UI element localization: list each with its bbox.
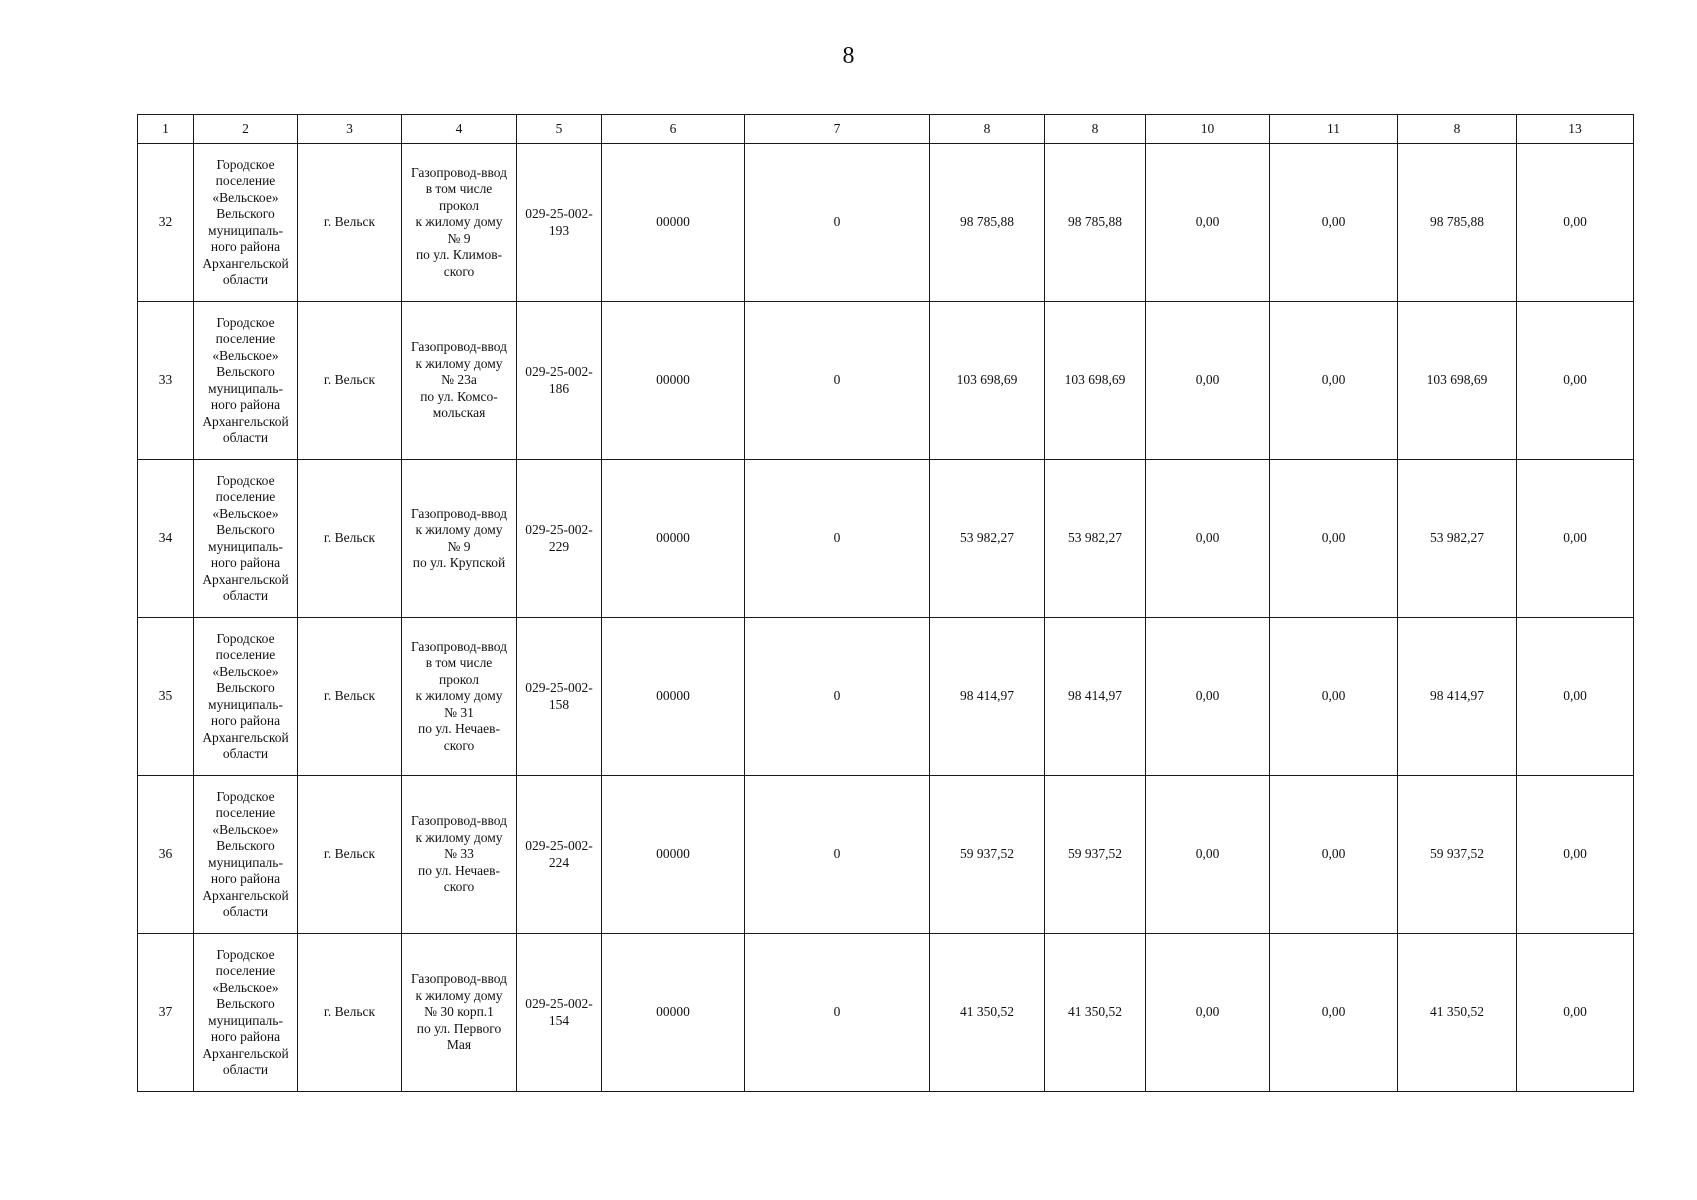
amount-cell: 0,00: [1146, 776, 1270, 934]
value-cell: 00000: [602, 776, 745, 934]
column-header: 5: [517, 115, 602, 144]
settlement-cell: Городское поселение «Вельское» Вельского муниципаль- ного района Архангельской области: [194, 460, 298, 618]
city-cell: г. Вельск: [298, 460, 402, 618]
amount-cell: 59 937,52: [1398, 776, 1517, 934]
code-cell: 029-25-002- 229: [517, 460, 602, 618]
value-cell: 0: [745, 460, 930, 618]
amount-cell: 0,00: [1146, 618, 1270, 776]
amount-cell: 0,00: [1517, 144, 1634, 302]
amount-cell: 98 414,97: [1398, 618, 1517, 776]
object-cell: Газопровод-ввод к жилому дому № 30 корп.1 по ул. Первого Мая: [402, 934, 517, 1092]
table-row: [138, 618, 1634, 776]
amount-cell: 59 937,52: [1045, 776, 1146, 934]
amount-cell: 0,00: [1146, 460, 1270, 618]
value-cell: 0: [745, 776, 930, 934]
amount-cell: 41 350,52: [930, 934, 1045, 1092]
column-header: 4: [402, 115, 517, 144]
amount-cell: 0,00: [1517, 934, 1634, 1092]
column-header: 7: [745, 115, 930, 144]
settlement-cell: Городское поселение «Вельское» Вельского муниципаль- ного района Архангельской области: [194, 302, 298, 460]
row-number: 32: [138, 144, 194, 302]
object-cell: Газопровод-ввод к жилому дому № 9 по ул. Крупской: [402, 460, 517, 618]
table-row: [138, 934, 1634, 1092]
table-row: [138, 460, 1634, 618]
amount-cell: 0,00: [1517, 460, 1634, 618]
amount-cell: 0,00: [1270, 144, 1398, 302]
amount-cell: 0,00: [1146, 302, 1270, 460]
code-cell: 029-25-002- 154: [517, 934, 602, 1092]
amount-cell: 0,00: [1270, 776, 1398, 934]
object-cell: Газопровод-ввод в том числе прокол к жилому дому № 9 по ул. Климов- ского: [402, 144, 517, 302]
column-header: 13: [1517, 115, 1634, 144]
data-table: [137, 114, 1634, 1092]
column-header: 6: [602, 115, 745, 144]
value-cell: 00000: [602, 460, 745, 618]
settlement-cell: Городское поселение «Вельское» Вельского муниципаль- ного района Архангельской области: [194, 934, 298, 1092]
amount-cell: 0,00: [1270, 460, 1398, 618]
column-header: 3: [298, 115, 402, 144]
city-cell: г. Вельск: [298, 144, 402, 302]
data-table-container: [137, 114, 1633, 1092]
value-cell: 00000: [602, 934, 745, 1092]
column-header: 8: [1398, 115, 1517, 144]
column-header: 8: [1045, 115, 1146, 144]
amount-cell: 0,00: [1517, 618, 1634, 776]
city-cell: г. Вельск: [298, 302, 402, 460]
amount-cell: 98 785,88: [1398, 144, 1517, 302]
row-number: 34: [138, 460, 194, 618]
object-cell: Газопровод-ввод к жилому дому № 33 по ул. Нечаев- ского: [402, 776, 517, 934]
settlement-cell: Городское поселение «Вельское» Вельского муниципаль- ного района Архангельской области: [194, 618, 298, 776]
page-number: 8: [842, 43, 855, 69]
amount-cell: 59 937,52: [930, 776, 1045, 934]
city-cell: г. Вельск: [298, 776, 402, 934]
object-cell: Газопровод-ввод в том числе прокол к жилому дому № 31 по ул. Нечаев- ского: [402, 618, 517, 776]
code-cell: 029-25-002- 193: [517, 144, 602, 302]
row-number: 37: [138, 934, 194, 1092]
amount-cell: 0,00: [1270, 302, 1398, 460]
amount-cell: 103 698,69: [930, 302, 1045, 460]
code-cell: 029-25-002- 158: [517, 618, 602, 776]
table-row: [138, 776, 1634, 934]
row-number: 35: [138, 618, 194, 776]
amount-cell: 98 414,97: [1045, 618, 1146, 776]
column-header: 8: [930, 115, 1045, 144]
code-cell: 029-25-002- 186: [517, 302, 602, 460]
table-header-row: [138, 115, 1634, 144]
column-header: 10: [1146, 115, 1270, 144]
amount-cell: 53 982,27: [930, 460, 1045, 618]
amount-cell: 0,00: [1270, 934, 1398, 1092]
code-cell: 029-25-002- 224: [517, 776, 602, 934]
value-cell: 0: [745, 302, 930, 460]
amount-cell: 41 350,52: [1045, 934, 1146, 1092]
amount-cell: 98 785,88: [1045, 144, 1146, 302]
amount-cell: 53 982,27: [1045, 460, 1146, 618]
value-cell: 0: [745, 618, 930, 776]
amount-cell: 0,00: [1146, 144, 1270, 302]
settlement-cell: Городское поселение «Вельское» Вельского муниципаль- ного района Архангельской области: [194, 776, 298, 934]
column-header: 2: [194, 115, 298, 144]
column-header: 1: [138, 115, 194, 144]
value-cell: 0: [745, 144, 930, 302]
object-cell: Газопровод-ввод к жилому дому № 23а по ул. Комсо- мольская: [402, 302, 517, 460]
table-row: [138, 144, 1634, 302]
amount-cell: 53 982,27: [1398, 460, 1517, 618]
value-cell: 0: [745, 934, 930, 1092]
table-row: [138, 302, 1634, 460]
settlement-cell: Городское поселение «Вельское» Вельского муниципаль- ного района Архангельской области: [194, 144, 298, 302]
value-cell: 00000: [602, 144, 745, 302]
amount-cell: 98 785,88: [930, 144, 1045, 302]
amount-cell: 0,00: [1517, 302, 1634, 460]
amount-cell: 98 414,97: [930, 618, 1045, 776]
amount-cell: 0,00: [1517, 776, 1634, 934]
city-cell: г. Вельск: [298, 934, 402, 1092]
amount-cell: 103 698,69: [1045, 302, 1146, 460]
amount-cell: 0,00: [1146, 934, 1270, 1092]
row-number: 36: [138, 776, 194, 934]
column-header: 11: [1270, 115, 1398, 144]
value-cell: 00000: [602, 618, 745, 776]
amount-cell: 41 350,52: [1398, 934, 1517, 1092]
row-number: 33: [138, 302, 194, 460]
amount-cell: 103 698,69: [1398, 302, 1517, 460]
amount-cell: 0,00: [1270, 618, 1398, 776]
value-cell: 00000: [602, 302, 745, 460]
city-cell: г. Вельск: [298, 618, 402, 776]
